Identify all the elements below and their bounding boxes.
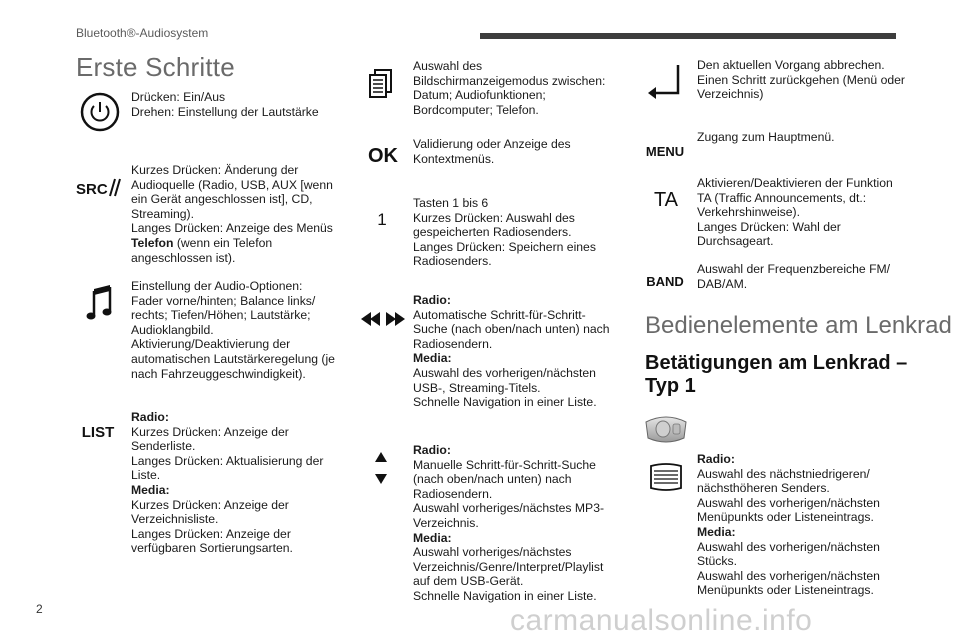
band-description: Auswahl der Frequenzbereiche FM/ DAB/AM. — [697, 262, 891, 291]
back-arrow-icon — [646, 63, 682, 99]
ok-description: Validierung oder Anzeige des Kontextmenüs. — [413, 137, 571, 166]
updown-description — [413, 443, 623, 604]
preset-description: Tasten 1 bis 6 Kurzes Drücken: Auswahl des gespeicherten Radiosenders. Langes Drücken: Speichern eines Radiosenders. — [413, 196, 596, 269]
preset-button-label: 1 — [377, 210, 387, 229]
seek-arrows-icon — [361, 309, 405, 329]
wheel-media-text: Auswahl des vorherigen/nächsten Stücks. Auswahl des vorherigen/nächsten Menüpunkts oder Listeneintrags. — [697, 539, 880, 598]
thumbwheel-icon — [648, 462, 684, 492]
source-text-end: (wenn ein Telefon angeschlossen ist). — [131, 235, 273, 265]
seek-description — [413, 293, 618, 410]
source-button-icon — [76, 175, 122, 199]
section-header: Bluetooth®-Audiosystem — [76, 26, 209, 40]
menu-button-label: MENU — [645, 144, 685, 159]
list-media-label: Media: — [131, 482, 170, 497]
list-button-label: LIST — [81, 424, 115, 441]
display-mode-icon — [368, 68, 396, 104]
updown-radio-text: Manuelle Schritt-für-Schritt-Suche (nach oben/nach unten) nach Radiosendern. Auswahl vorheriges/nächstes MP3-Verzeichnis. — [413, 457, 605, 530]
list-radio-text: Kurzes Drücken: Anzeige der Senderliste. Langes Drücken: Aktualisierung der Liste. — [131, 424, 324, 483]
wheel-radio-label: Radio: — [697, 452, 735, 466]
ta-description: Aktivieren/Deaktivieren der Funktion TA (Traffic Announcements, dt.: Verkehrshinweise). Langes Drücken: Wahl der Durchsageart. — [697, 176, 893, 249]
ok-button-label: OK — [368, 145, 398, 167]
page-number: 2 — [36, 602, 43, 616]
source-text-start: Kurzes Drücken: Änderung der Audioquelle (Radio, USB, AUX [wenn ein Gerät angeschlossen ist], CD, Streaming). Langes Drücken: Anzeige des Menüs — [131, 163, 333, 236]
up-down-arrows-icon — [373, 452, 389, 486]
svg-text:SRC: SRC — [76, 181, 108, 198]
list-media-text: Kurzes Drücken: Anzeige der Verzeichnisliste. Langes Drücken: Anzeige der verfügbaren Sortierungsarten. — [131, 497, 293, 556]
seek-radio-text: Automatische Schritt-für-Schritt-Suche (nach oben/nach unten) nach Radiosendern. — [413, 307, 610, 351]
updown-media-text: Auswahl vorheriges/nächstes Verzeichnis/Genre/Interpret/Playlist auf dem USB-Gerät. Schnelle Navigation in einer Liste. — [413, 545, 604, 603]
watermark: carmanualsonline.info — [510, 604, 813, 637]
display-mode-description: Auswahl des Bildschirmanzeigemodus zwischen: Datum; Audiofunktionen; Bordcomputer; Telefon. — [413, 59, 606, 117]
audio-options-description: Einstellung der Audio-Optionen: Fader vorne/hinten; Balance links/ rechts; Tiefen/Höhen; Lautstärke; Audioklangbild. Aktivierung/Deaktivierung der automatischen Lautstärkeregelung (je nach Fahrzeuggeschwindigkeit). — [131, 279, 335, 381]
wheel-radio-text: Auswahl des nächstniedrigeren/ nächsthöheren Senders. Auswahl des vorherigen/nächsten Menüpunkts oder Listeneintrags. — [697, 466, 880, 525]
steering-control-image — [643, 414, 689, 444]
telefon-bold-label: Telefon — [131, 235, 174, 250]
list-radio-label: Radio: — [131, 410, 169, 424]
seek-media-label: Media: — [413, 351, 452, 366]
updown-media-label: Media: — [413, 530, 452, 545]
back-description: Den aktuellen Vorgang abbrechen. Einen Schritt zurückgehen (Menü oder Verzeichnis) — [697, 58, 905, 102]
page-title: Erste Schritte — [76, 52, 235, 82]
menu-description: Zugang zum Hauptmenü. — [697, 130, 835, 144]
section-title: Bedienelemente am Lenkrad — [645, 312, 952, 339]
wheel-description — [697, 452, 907, 598]
power-knob-icon — [80, 92, 120, 132]
power-description: Drücken: Ein/Aus Drehen: Einstellung der Lautstärke — [131, 90, 319, 119]
list-description — [131, 410, 336, 556]
ta-button-label: TA — [653, 189, 679, 211]
seek-media-text: Auswahl des vorherigen/nächsten USB-, Streaming-Titels. Schnelle Navigation in einer Liste. — [413, 365, 597, 410]
subsection-title: Betätigungen am Lenkrad – Typ 1 — [645, 352, 908, 397]
header-bar — [480, 33, 896, 39]
seek-radio-label: Radio: — [413, 293, 451, 307]
band-button-label: BAND — [646, 274, 684, 289]
source-description — [131, 163, 336, 265]
music-note-icon — [86, 283, 114, 323]
wheel-media-label: Media: — [697, 524, 736, 539]
updown-radio-label: Radio: — [413, 443, 451, 457]
